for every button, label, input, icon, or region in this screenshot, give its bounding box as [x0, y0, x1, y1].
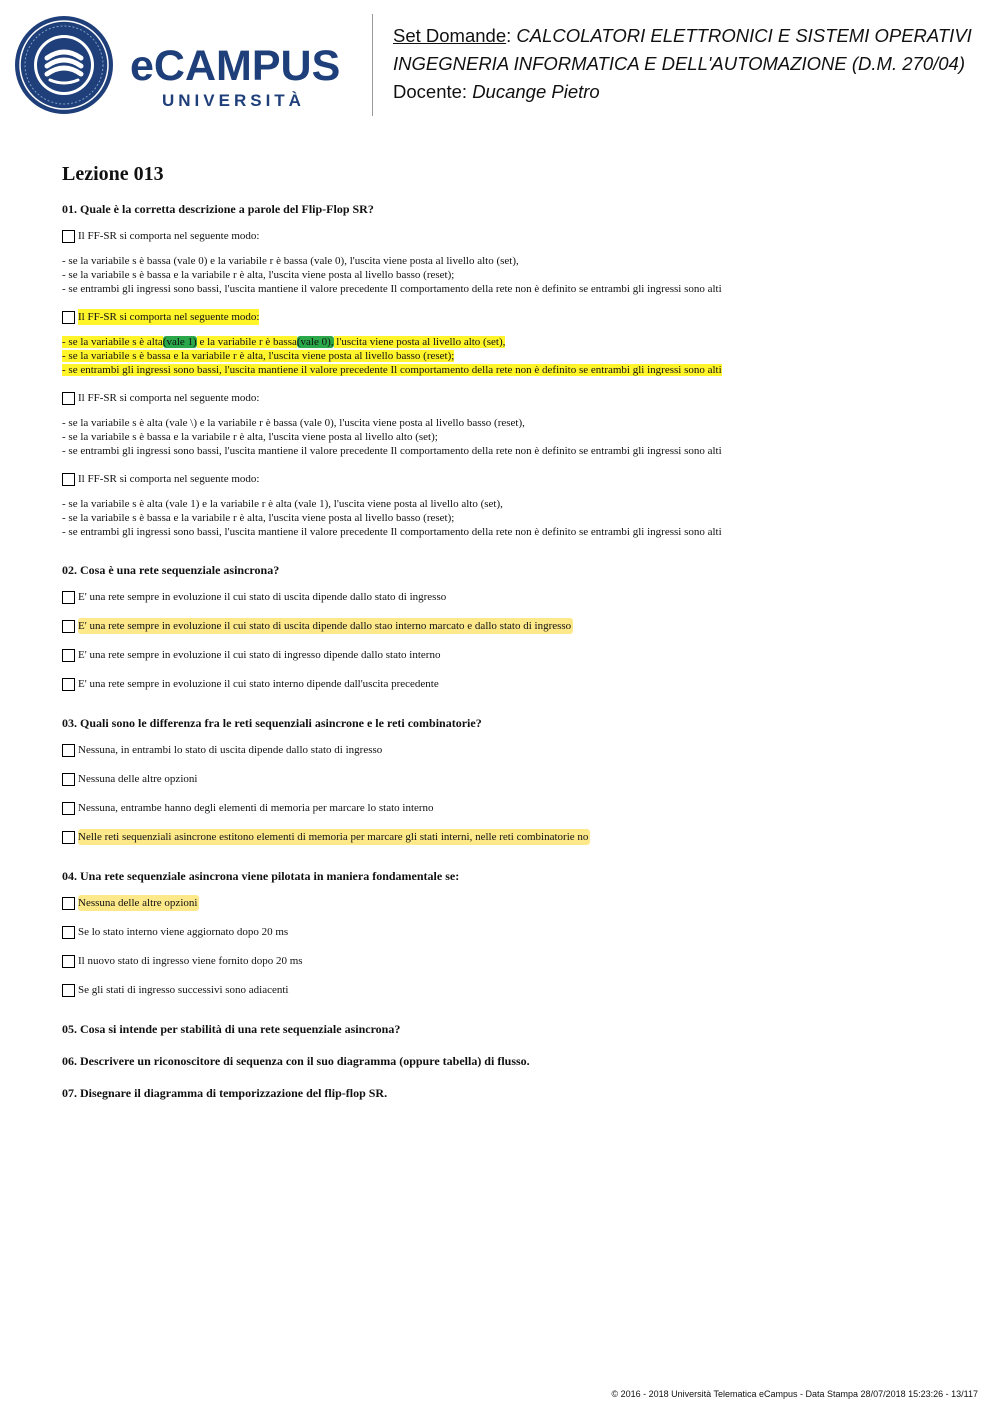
question-07	[62, 1086, 982, 1101]
answer-option	[62, 800, 982, 816]
answer-line: - se la variabile s è bassa e la variabile r è alta, l'uscita viene posta al livello basso (reset);	[62, 512, 455, 524]
answer-checkbox[interactable]	[62, 473, 75, 486]
answer-line: - se entrambi gli ingressi sono bassi, l'uscita mantiene il valore precedente Il comportamento della rete non è definito se entrambi gli ingressi sono alti	[62, 445, 722, 457]
answer-text: Nessuna, in entrambi lo stato di uscita dipende dallo stato di ingresso	[78, 744, 383, 756]
answer-text: Il FF-SR si comporta nel seguente modo:	[78, 230, 260, 242]
question-title: 03. Quali sono le differenza fra le reti sequenziali asincrone e le reti combinatorie?	[62, 716, 482, 730]
answer-line: - se la variabile s è bassa e la variabile r è alta, l'uscita viene posta al livello alto (set);	[62, 431, 438, 443]
answer-line: - se la variabile s è alta (vale 1) e la variabile r è alta (vale 1), l'uscita viene posta al livello alto (set),	[62, 498, 503, 510]
answer-text: Se lo stato interno viene aggiornato dopo 20 ms	[78, 926, 289, 938]
logo-brand-text: eCAMPUS	[130, 42, 341, 90]
answer-checkbox[interactable]	[62, 897, 75, 910]
answer-text: Il FF-SR si comporta nel seguente modo:	[78, 473, 260, 485]
green-highlight: (vale 0),	[296, 336, 334, 348]
answer-option	[62, 982, 982, 998]
answer-option	[62, 742, 982, 758]
logo-sub-text: UNIVERSITÀ	[162, 91, 305, 110]
answer-checkbox[interactable]	[62, 926, 75, 939]
answer-checkbox[interactable]	[62, 744, 75, 757]
answer-checkbox[interactable]	[62, 591, 75, 604]
answer-checkbox[interactable]	[62, 802, 75, 815]
answer-option-correct	[62, 829, 982, 845]
question-title: 02. Cosa è una rete sequenziale asincrona?	[62, 563, 280, 577]
docente-label: Docente:	[393, 81, 468, 102]
answer-option-correct	[62, 309, 982, 377]
answer-checkbox[interactable]	[62, 831, 75, 844]
question-title: 05. Cosa si intende per stabilità di una rete sequenziale asincrona?	[62, 1022, 401, 1036]
lesson-title: Lezione 013	[62, 163, 164, 185]
question-set	[62, 160, 982, 1117]
answer-line: - se la variabile s è bassa e la variabile r è alta, l'uscita viene posta al livello basso (reset);	[62, 350, 455, 362]
answer-option	[62, 471, 982, 539]
answer-option	[62, 676, 982, 692]
set-label: Set Domande	[393, 25, 507, 46]
question-title: 06. Descrivere un riconoscitore di sequenza con il suo diagramma (oppure tabella) di flusso.	[62, 1054, 530, 1068]
green-highlight: (vale 1)	[162, 336, 197, 348]
answer-text: Nelle reti sequenziali asincrone estitono elementi di memoria per marcare gli stati interni, nelle reti combinatorie no	[78, 831, 589, 843]
course-title-line1: CALCOLATORI ELETTRONICI E SISTEMI OPERATIVI	[516, 25, 972, 46]
answer-line: - se entrambi gli ingressi sono bassi, l'uscita mantiene il valore precedente Il comportamento della rete non è definito se entrambi gli ingressi sono alti	[62, 526, 722, 538]
answer-text: Nessuna delle altre opzioni	[78, 773, 198, 785]
answer-text: E' una rete sempre in evoluzione il cui stato di ingresso dipende dallo stato interno	[78, 649, 441, 661]
answer-line: - se entrambi gli ingressi sono bassi, l'uscita mantiene il valore precedente Il comportamento della rete non è definito se entrambi gli ingressi sono alti	[62, 364, 722, 376]
answer-checkbox[interactable]	[62, 311, 75, 324]
answer-option-correct	[62, 895, 982, 911]
answer-checkbox[interactable]	[62, 230, 75, 243]
question-05	[62, 1022, 982, 1037]
answer-line: - se entrambi gli ingressi sono bassi, l'uscita mantiene il valore precedente Il comportamento della rete non è definito se entrambi gli ingressi sono alti	[62, 283, 722, 295]
question-title: 07. Disegnare il diagramma di temporizzazione del flip-flop SR.	[62, 1086, 388, 1100]
answer-line-part: l'uscita viene posta al livello alto (set),	[333, 336, 506, 348]
answer-line: - se la variabile s è alta (vale \) e la variabile r è bassa (vale 0), l'uscita viene posta al livello basso (reset),	[62, 417, 525, 429]
question-01	[62, 202, 982, 539]
answer-checkbox[interactable]	[62, 984, 75, 997]
question-04	[62, 869, 982, 998]
answer-option-correct	[62, 618, 982, 634]
answer-option	[62, 953, 982, 969]
answer-text: Il FF-SR si comporta nel seguente modo:	[78, 392, 260, 404]
answer-text: Il nuovo stato di ingresso viene fornito dopo 20 ms	[78, 955, 303, 967]
answer-option	[62, 771, 982, 787]
answer-checkbox[interactable]	[62, 773, 75, 786]
answer-checkbox[interactable]	[62, 392, 75, 405]
header-divider	[372, 14, 373, 116]
answer-line-part: e la variabile r è bassa	[196, 336, 297, 348]
answer-option	[62, 924, 982, 940]
answer-option	[62, 228, 982, 296]
ecampus-seal-icon	[14, 14, 359, 116]
header-text: Set Domande: CALCOLATORI ELETTRONICI E SISTEMI OPERATIVI INGEGNERIA INFORMATICA E DELL'AUTOMAZIONE (D.M. 270/04) Docente: Ducange Pietro	[393, 25, 972, 102]
docente-name: Ducange Pietro	[472, 81, 600, 102]
answer-checkbox[interactable]	[62, 649, 75, 662]
answer-text: E' una rete sempre in evoluzione il cui stato di uscita dipende dallo stato di ingresso	[78, 591, 447, 603]
page-footer: © 2016 - 2018 Università Telematica eCampus - Data Stampa 28/07/2018 15:23:26 - 13/117	[611, 1389, 978, 1399]
answer-checkbox[interactable]	[62, 955, 75, 968]
answer-option	[62, 589, 982, 605]
course-title-line2: INGEGNERIA INFORMATICA E DELL'AUTOMAZIONE (D.M. 270/04)	[393, 53, 965, 74]
question-06	[62, 1054, 982, 1069]
answer-option	[62, 390, 982, 458]
question-title: 04. Una rete sequenziale asincrona viene pilotata in maniera fondamentale se:	[62, 869, 460, 883]
answer-checkbox[interactable]	[62, 678, 75, 691]
answer-text: Il FF-SR si comporta nel seguente modo:	[78, 311, 260, 323]
answer-text: Se gli stati di ingresso successivi sono adiacenti	[78, 984, 289, 996]
question-02	[62, 563, 982, 692]
answer-line: - se la variabile s è bassa (vale 0) e la variabile r è bassa (vale 0), l'uscita viene posta al livello alto (set),	[62, 255, 519, 267]
answer-line-part: - se la variabile s è alta	[62, 336, 163, 348]
question-title: 01. Quale è la corretta descrizione a parole del Flip-Flop SR?	[62, 202, 374, 216]
answer-checkbox[interactable]	[62, 620, 75, 633]
answer-text: E' una rete sempre in evoluzione il cui stato interno dipende dall'uscita precedente	[78, 678, 439, 690]
ecampus-logo	[14, 14, 359, 116]
answer-text: E' una rete sempre in evoluzione il cui stato di uscita dipende dallo stao interno marcato e dallo stato di ingresso	[78, 620, 572, 632]
question-03	[62, 716, 982, 845]
answer-option	[62, 647, 982, 663]
answer-line: - se la variabile s è bassa e la variabile r è alta, l'uscita viene posta al livello basso (reset);	[62, 269, 455, 281]
answer-text: Nessuna, entrambe hanno degli elementi di memoria per marcare lo stato interno	[78, 802, 434, 814]
answer-text: Nessuna delle altre opzioni	[78, 897, 198, 909]
